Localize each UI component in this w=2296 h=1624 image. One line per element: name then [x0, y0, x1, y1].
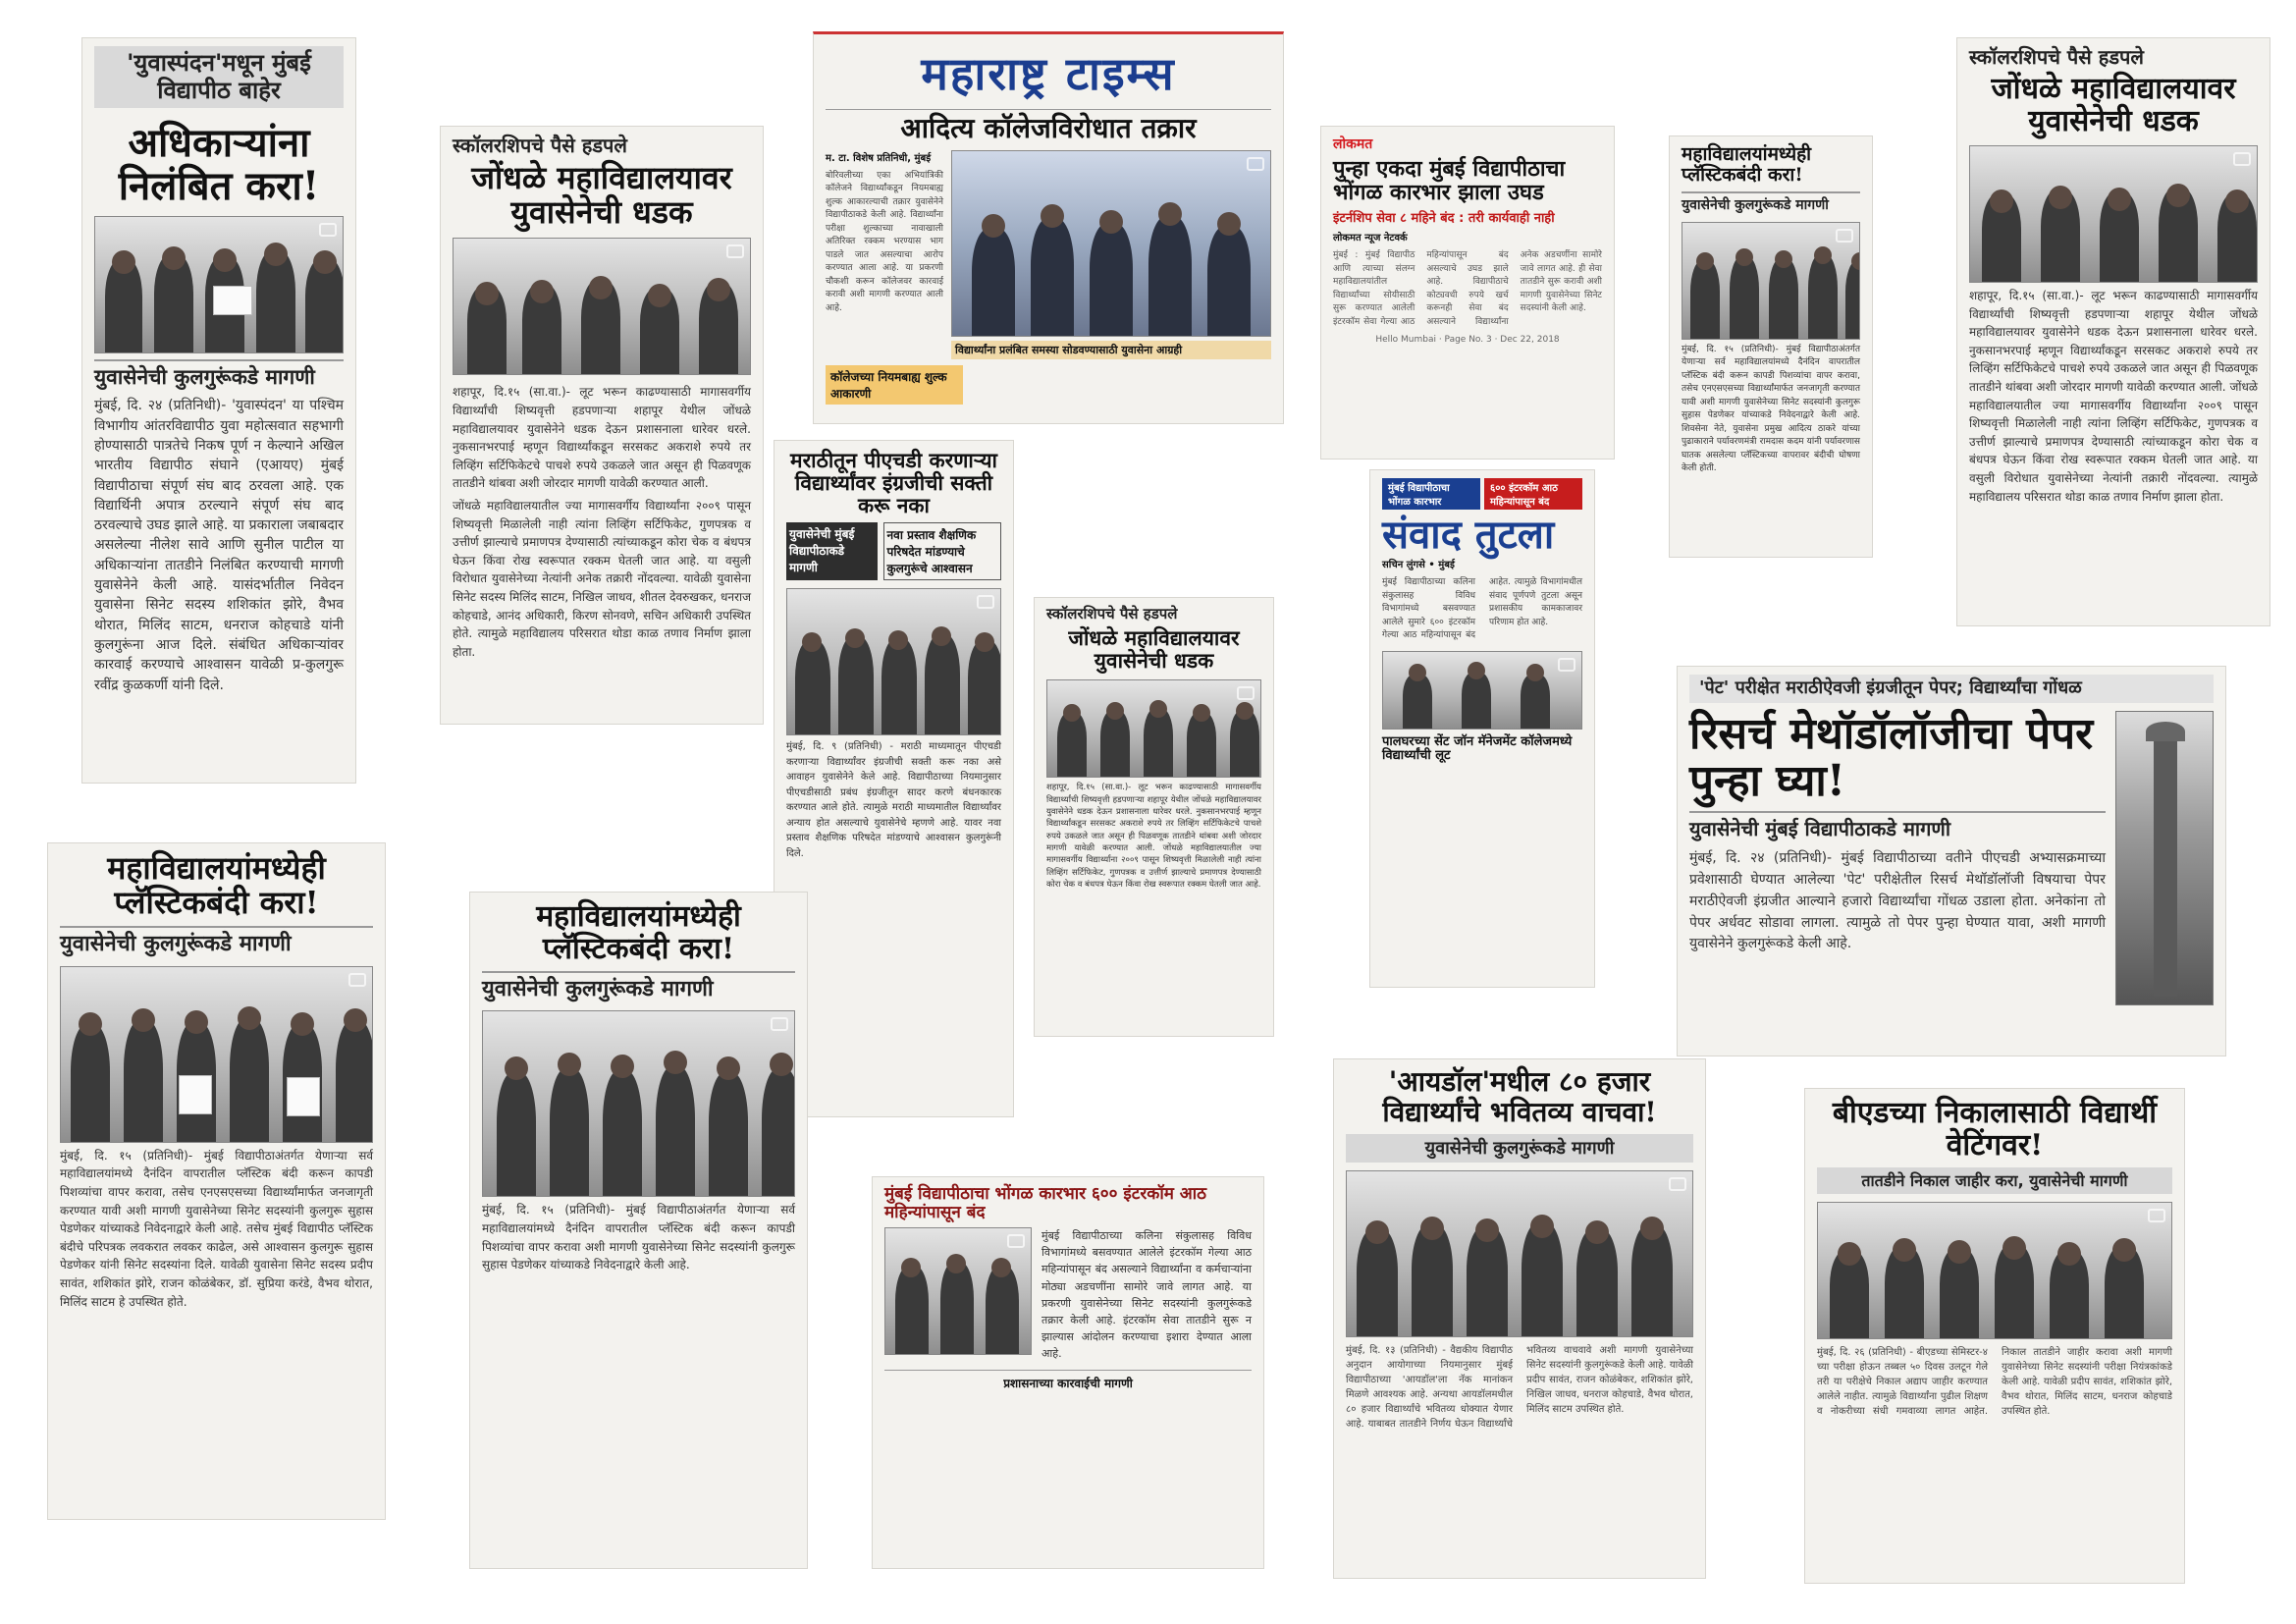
clipping-idol-students [1333, 1058, 1706, 1579]
clip-headline: जोंधळे महाविद्यालयावर युवासेनेची धडक [1991, 72, 2236, 138]
clip-body: शहापूर, दि.१५ (सा.वा.)- लूट भरून काढण्यासाठी मागासवर्गीय विद्यार्थ्यांची शिष्यवृत्ती हडपणाऱ्या शहापूर येथील जोंधळे महाविद्यालयावर युवासेनेने धडक देऊन प्रशासनाला धारेवर धरले. नुकसानभरपाई म्हणून विद्यार्थ्यांकडून सरसकट अकराशे रुपये तर लिव्हिंग सर्टिफिकेटचे पाचशे रुपये उकळले जात असून ही पिळवणूक तातडीने थांबवा अशी जोरदार मागणी यावेळी करण्यात आली. जोंधळे महाविद्यालयातील ज्या मागासवर्गीय विद्यार्थ्यांना २००९ पासून शिष्यवृत्ती मिळालेली नाही त्यांना लिव्हिंग सर्टिफिकेट, गुणपत्रक व उत्तीर्ण झाल्याचे प्रमाणपत्र देण्यासाठी त्यांच्याकडून कोरा चेक व बंधपत्र घेऊन किंवा रोख स्वरूपात रक्कम घेतली जात आहे. या वसुली विरोधात युवासेनेच्या नेत्यांनी तक्रारी नोंदवल्या. त्यामुळे महाविद्यालय परिसरात थोडा काळ तणाव निर्माण झाला होता. [1969, 289, 2258, 504]
clip-photo [60, 966, 373, 1143]
clipping-plastic-ban-1 [1669, 135, 1873, 558]
clip-body: मुंबई, दि. २४ (प्रतिनिधी)- 'युवास्पंदन' या पश्चिम विभागीय आंतरविद्यापीठ युवा महोत्सवात सहभागी होण्यासाठी पात्रतेचे निकष पूर्ण न केल्याने अखिल भारतीय विद्यापीठ संघाने (एआयए) मुंबई विद्यापीठाचा संपूर्ण संघ बाद ठरवला आहे. एक विद्यार्थिनी अपात्र ठरल्याने संपूर्ण संघ बाद ठरवल्याचे उघड झाले आहे. या प्रकाराला जबाबदार असलेल्या नीलेश सावे आणि सुनील पाटील या अधिकाऱ्यांना तातडीने निलंबित करण्याची मागणी युवासेनेने केली आहे. यासंदर्भातील निवेदन युवासेना सिनेट सदस्य शशिकांत झोरे, वैभव थोरात, मिलिंद साटम, धनराज कोहचाडे यांनी कुलगुरूंना आज दिले. संबंधित अधिकाऱ्यांवर कारवाई करण्याचे आश्वासन यावेळी प्र-कुलगुरू रवींद्र कुळकर्णी यांनी दिले. [94, 398, 344, 693]
clip-caption: विद्यार्थ्यांना प्रलंबित समस्या सोडवण्यासाठी युवासेना आग्रही [951, 341, 1271, 359]
newspaper-masthead: लोकमत [1333, 136, 1373, 152]
clip-byline: लोकमत न्यूज नेटवर्क [1333, 233, 1408, 244]
clip-headline: पुन्हा एकदा मुंबई विद्यापीठाचा भोंगळ कारभार झाला उघड [1333, 156, 1566, 206]
clip-lead: शहापूर, दि.१५ (सा.वा.)- लूट भरून काढण्यासाठी मागासवर्गीय विद्यार्थ्यांची शिष्यवृत्ती हडपणाऱ्या शहापूर येथील जोंधळे महाविद्यालयावर युवासेनेने धडक देऊन प्रशासनाला धारेवर धरले. नुकसानभरपाई म्हणून विद्यार्थ्यांकडून सरसकट अकराशे रुपये तर लिव्हिंग सर्टिफिकेटचे पाचशे रुपये उकळले जात असून ही पिळवणूक तातडीने थांबवा अशी जोरदार मागणी यावेळी करण्यात आली. [453, 385, 751, 491]
clip-kicker: स्कॉलरशिपचे पैसे हडपले [1046, 605, 1178, 623]
clip-body: मुंबई, दि. ९ (प्रतिनिधी) - मराठी माध्यमातून पीएचडी करणाऱ्या विद्यार्थ्यांवर इंग्रजीची सक्ती करू नका असे आवाहन युवासेनेने केले आहे. विद्यापीठाच्या नियमानुसार पीएचडीसाठी प्रबंध इंग्रजीतून सादर करणे बंधनकारक करण्यात आले होते. त्यामुळे मराठी माध्यमातील विद्यार्थ्यांवर अन्याय होत असल्याचे युवासेनेचे म्हणणे आहे. यावर नवा प्रस्ताव शैक्षणिक परिषदेत मांडण्याचे आश्वासन कुलगुरूंनी दिले. [786, 741, 1001, 859]
newspaper-masthead: महाराष्ट्र टाइम्स [921, 47, 1176, 100]
clip-headline: जोंधळे महाविद्यालयावर युवासेनेची धडक [471, 159, 732, 232]
clip-body: मुंबई, दि. २४ (प्रतिनिधी)- मुंबई विद्यापीठाच्या वतीने पीएचडी अभ्यासक्रमाच्या प्रवेशासाठी घेण्यात आलेल्या 'पेट' परीक्षेतील रिसर्च मेथॉडॉलॉजी विषयाचा पेपर मराठीऐवजी इंग्रजीत आल्याने हजारो विद्यार्थ्यांचा गोंधळ उडाला होता. अनेकांना तो पेपर अर्धवट सोडावा लागला. त्यामुळे तो पेपर पुन्हा घेण्यात यावा, अशी मागणी युवासेनेने कुलगुरूंकडे केली आहे. [1689, 850, 2106, 952]
clip-body: मुंबई, दि. १३ (प्रतिनिधी) - वैद्यकीय विद्यापीठ अनुदान आयोगाच्या नियमानुसार मुंबई विद्यापीठाच्या 'आयडॉल'ला नॅक मानांकन मिळणे आवश्यक आहे. अन्यथा आयडॉलमधील ८० हजार विद्यार्थ्यांचे भवितव्य धोक्यात येणार आहे. याबाबत तातडीने निर्णय घेऊन विद्यार्थ्यांचे भवितव्य वाचवावे अशी मागणी युवासेनेच्या सिनेट सदस्यांनी कुलगुरूंकडे केली आहे. यावेळी प्रदीप सावंत, राजन कोळंबेकर, शशिकांत झोरे, निखिल जाधव, धनराज कोहचाडे, वैभव थोरात, मिलिंद साटम उपस्थित होते. [1346, 1345, 1693, 1431]
clip-body: मुंबई, दि. १५ (प्रतिनिधी)- मुंबई विद्यापीठाअंतर्गत येणाऱ्या सर्व महाविद्यालयांमध्ये दैनंदिन वापरातील प्लॅस्टिक बंदी करून कापडी पिशव्यांचा वापर करावा, तसेच एनएसएसच्या विद्यार्थ्यांमार्फत जनजागृती करण्यात यावी अशी मागणी युवासेनेच्या सिनेट सदस्यांनी कुलगुरू सुहास पेडणेकर यांच्याकडे निवेदनाद्वारे केली आहे. शिवसेना नेते, युवासेना प्रमुख आदित्य ठाकरे यांच्या पुढाकाराने पर्यावरणमंत्री रामदास कदम यांनी पर्यावरणास घातक असलेल्या प्लॅस्टिकच्या वापरावर बंदीची घोषणा केली होती. [1682, 344, 1860, 474]
clip-footer: Hello Mumbai · Page No. 3 · Dec 22, 2018 [1375, 335, 1560, 346]
clip-subline: इंटर्नशिप सेवा ८ महिने बंद : तरी कार्यवाही नाही [1333, 211, 1555, 227]
clip-kicker: 'पेट' परीक्षेत मराठीऐवजी इंग्रजीतून पेपर; विद्यार्थ्यांचा गोंधळ [1689, 675, 2214, 703]
clip-headline: महाविद्यालयांमध्येही प्लॅस्टिकबंदी करा! [107, 849, 326, 922]
clipping-intercom-lokmat [1320, 126, 1615, 460]
clip-subhead: युवासेनेची कुलगुरूंकडे मागणी [1682, 191, 1860, 214]
camera-icon [2233, 152, 2251, 166]
clip-photo [482, 1010, 795, 1197]
clip-headline: मुंबई विद्यापीठाचा भोंगळ कारभार ६०० इंटरकॉम आठ महिन्यांपासून बंद [884, 1184, 1207, 1222]
clip-subhead: तातडीने निकाल जाहीर करा, युवासेनेची मागणी [1817, 1167, 2172, 1194]
clip-photo [884, 1227, 1032, 1355]
clip-body: मुंबई, दि. २६ (प्रतिनिधी) - बीएडच्या सेमिस्टर-४ च्या परीक्षा होऊन तब्बल ५० दिवस उलटून गेले तरी या परीक्षेचे निकाल अद्याप जाहीर करण्यात आलेले नाहीत. त्यामुळे विद्यार्थ्यांना पुढील शिक्षण व नोकरीच्या संधी गमवाव्या लागत आहेत. निकाल तातडीने जाहीर करावा अशी मागणी युवासेनेच्या सिनेट सदस्यांनी परीक्षा नियंत्रकांकडे केली आहे. यावेळी प्रदीप सावंत, शशिकांत झोरे, वैभव थोरात, मिलिंद साटम, धनराज कोहचाडे उपस्थित होते. [1817, 1347, 2172, 1418]
clip-sidebox: कॉलेजच्या नियमबाह्य शुल्क आकारणी [826, 365, 963, 405]
clip-body: जोंधळे महाविद्यालयातील ज्या मागासवर्गीय विद्यार्थ्यांना २००९ पासून शिष्यवृत्ती मिळालेली नाही त्यांना लिव्हिंग सर्टिफिकेट, गुणपत्रक व उत्तीर्ण झाल्याचे प्रमाणपत्र देण्यासाठी त्यांच्याकडून कोरा चेक व बंधपत्र घेऊन किंवा रोख स्वरूपात रक्कम घेतली जात आहे. या वसुली विरोधात युवासेनेच्या नेत्यांनी अनेक तक्रारी नोंदवल्या. यावेळी युवासेना सिनेट सदस्य मिलिंद साटम, निखिल जाधव, शीतल देवरुखकर, धनराज कोहचाडे, आनंद अधिकारी, किरण सोनवणे, सचिन अधिकारी उपस्थित होते. त्यामुळे महाविद्यालय परिसरात थोडा काळ तणाव निर्माण झाला होता. [453, 498, 751, 659]
clip-body: मुंबई, दि. १५ (प्रतिनिधी)- मुंबई विद्यापीठाअंतर्गत येणाऱ्या सर्व महाविद्यालयांमध्ये दैनंदिन वापरातील प्लॅस्टिक बंदी करून कापडी पिशव्यांचा वापर करावा, तसेच एनएसएसच्या विद्यार्थ्यांमार्फत जनजागृती करण्यात यावी अशी मागणी युवासेनेच्या सिनेट सदस्यांनी कुलगुरू सुहास पेडणेकर यांच्याकडे निवेदनाद्वारे केली आहे. तसेच मुंबई विद्यापीठ प्लॅस्टिक बंदीचे परिपत्रक लवकरात लवकर काढेल, असे आश्वासन कुलगुरू सुहास पेडणेकर यांनी सिनेट सदस्यांना दिले. यावेळी युवासेना सिनेट सदस्य प्रदीप सावंत, शशिकांत झोरे, राजन कोळंबेकर, डॉ. सुप्रिया करंडे, वैभव थोरात, मिलिंद साटम हे उपस्थित होते. [60, 1148, 373, 1309]
clip-tag-left: मुंबई विद्यापीठाचा भोंगळ कारभार [1382, 478, 1480, 510]
clip-headline: रिसर्च मेथॉडॉलॉजीचा पेपर पुन्हा घ्या! [1689, 708, 2094, 807]
clip-body: बोरिवलीच्या एका अभियांत्रिकी कॉलेजने विद्यार्थ्यांकडून नियमबाह्य शुल्क आकारल्याची तक्रार युवासेनेने विद्यापीठाकडे केली आहे. विद्यार्थ्यांना परीक्षा शुल्काच्या नावाखाली अतिरिक्त रक्कम भरण्यास भाग पाडले जात असल्याचा आरोप करण्यात आला आहे. या प्रकरणी चौकशी करून कॉलेजवर कारवाई करावी अशी मागणी करण्यात आली आहे. [826, 170, 943, 313]
clip-body: मुंबई विद्यापीठाच्या कलिना संकुलासह विविध विभागांमध्ये बसवण्यात आलेले सुमारे ६०० इंटरकॉम गेल्या आठ महिन्यांपासून बंद आहेत. त्यामुळे विभागांमधील संवाद पूर्णपणे तुटला असून प्रशासकीय कामकाजावर परिणाम होत आहे. [1382, 577, 1582, 640]
clip-photo [1346, 1170, 1693, 1337]
clip-byline: म. टा. विशेष प्रतिनिधी, मुंबई [826, 152, 932, 164]
clip-headline: 'आयडॉल'मधील ८० हजार विद्यार्थ्यांचे भवितव्य वाचवा! [1382, 1065, 1657, 1128]
clip-photo [1682, 222, 1860, 340]
camera-icon [1007, 1234, 1025, 1248]
clipping-jondhale-college-2 [1034, 597, 1274, 1037]
clipping-jondhale-college-1 [440, 126, 764, 725]
clip-byline: सचिन लुंगसे • मुंबई [1382, 560, 1455, 570]
clip-subhead: युवासेनेची कुलगुरूंकडे मागणी [482, 971, 795, 1002]
clip-photo [1046, 679, 1261, 778]
clipping-marathi-phd [774, 440, 1014, 1117]
clip-headline: आदित्य कॉलेजविरोधात तक्रार [826, 109, 1271, 144]
clipping-suspend-officials [81, 37, 356, 784]
clip-photo [453, 238, 751, 375]
camera-icon [1237, 686, 1255, 700]
clip-subheadline: प्रशासनाच्या कारवाईची मागणी [884, 1370, 1252, 1391]
camera-icon [1558, 658, 1575, 672]
clip-deck-left: युवासेनेची मुंबई विद्यापीठाकडे मागणी [786, 522, 878, 580]
camera-icon [319, 223, 337, 237]
clip-photo [951, 150, 1271, 337]
clipping-research-methodology [1677, 666, 2226, 1056]
clip-subhead: युवासेनेची कुलगुरूंकडे मागणी [1346, 1134, 1693, 1164]
clip-headline: अधिकाऱ्यांना निलंबित करा! [118, 120, 320, 210]
rajabai-tower-photo [2115, 711, 2214, 1005]
clip-tag-right: ६०० इंटरकॉम आठ महिन्यांपासून बंद [1484, 478, 1582, 510]
clip-kicker: 'युवास्पंदन'मधून मुंबई विद्यापीठ बाहेर [94, 46, 344, 108]
clipping-plastic-ban-3 [469, 892, 808, 1569]
camera-icon [771, 1017, 788, 1031]
clip-headline: मराठीतून पीएचडी करणाऱ्या विद्यार्थ्यांवर इंग्रजीची सक्ती करू नका [790, 448, 997, 518]
clip-kicker: स्कॉलरशिपचे पैसे हडपले [1969, 45, 2144, 69]
camera-icon [2148, 1209, 2165, 1222]
clip-body: शहापूर, दि.१५ (सा.वा.)- लूट भरून काढण्यासाठी मागासवर्गीय विद्यार्थ्यांची शिष्यवृत्ती हडपणाऱ्या शहापूर येथील जोंधळे महाविद्यालयावर युवासेनेने धडक देऊन प्रशासनाला धारेवर धरले. नुकसानभरपाई म्हणून विद्यार्थ्यांकडून सरसकट अकराशे रुपये तर लिव्हिंग सर्टिफिकेटचे पाचशे रुपये उकळले जात असून ही पिळवणूक तातडीने थांबवा अशी जोरदार मागणी यावेळी करण्यात आली. जोंधळे महाविद्यालयातील ज्या मागासवर्गीय विद्यार्थ्यांना २००९ पासून शिष्यवृत्ती मिळालेली नाही त्यांना लिव्हिंग सर्टिफिकेट, गुणपत्रक व उत्तीर्ण झाल्याचे प्रमाणपत्र देण्यासाठी कोरा चेक व बंधपत्र घेऊन किंवा रोख स्वरूपात रक्कम घेतली जात आहे. [1046, 783, 1261, 890]
camera-icon [1669, 1177, 1686, 1191]
clip-kicker: स्कॉलरशिपचे पैसे हडपले [453, 134, 627, 157]
clip-subheadline: पालघरच्या सेंट जॉन मॅनेजमेंट कॉलेजमध्ये विद्यार्थ्यांची लूट [1382, 733, 1573, 763]
clip-photo [1382, 651, 1582, 730]
clip-subhead: युवासेनेची कुलगुरूंकडे मागणी [94, 359, 344, 390]
clip-subhead: युवासेनेची कुलगुरूंकडे मागणी [60, 926, 373, 957]
clipping-bed-results [1804, 1088, 2185, 1584]
clipping-jondhale-college-3 [1956, 37, 2270, 626]
clip-headline: महाविद्यालयांमध्येही प्लॅस्टिकबंदी करा! [1682, 143, 1812, 186]
camera-icon [977, 595, 994, 609]
clip-deck-right: नवा प्रस्ताव शैक्षणिक परिषदेत मांडण्याचे कुलगुरूंचे आश्वासन [883, 522, 1001, 580]
clip-body: मुंबई : मुंबई विद्यापीठ आणि त्याच्या संलग्न महाविद्यालयांतील विद्यार्थ्यांच्या सोयीसाठी सुरू करण्यात आलेली इंटरकॉम सेवा गेल्या आठ महिन्यांपासून बंद असल्याचे उघड झाले आहे. विद्यापीठाचे कोट्यवधी रुपये खर्च करूनही सेवा बंद असल्याने विद्यार्थ्यांना अनेक अडचणींना सामोरे जावे लागत आहे. ही सेवा तातडीने सुरू करावी अशी मागणी युवासेनेच्या सिनेट सदस्यांनी केली आहे. [1333, 250, 1602, 327]
clipping-aditya-college-complaint [813, 31, 1284, 424]
clip-photo [786, 588, 1001, 735]
clipping-samvad-tutla [1369, 469, 1595, 988]
camera-icon [726, 244, 744, 258]
clip-body: मुंबई, दि. १५ (प्रतिनिधी)- मुंबई विद्यापीठाअंतर्गत येणाऱ्या सर्व महाविद्यालयांमध्ये दैनंदिन वापरातील प्लॅस्टिक बंदी करून कापडी पिशव्यांचा वापर करावा अशी मागणी युवासेनेच्या सिनेट सदस्यांनी कुलगुरू सुहास पेडणेकर यांच्याकडे निवेदनाद्वारे केली आहे. [482, 1203, 795, 1272]
clip-subhead: युवासेनेची मुंबई विद्यापीठाकडे मागणी [1689, 811, 2106, 840]
camera-icon [1836, 229, 1853, 243]
clip-headline: महाविद्यालयांमध्येही प्लॅस्टिकबंदी करा! [536, 899, 741, 966]
clip-headline: बीएडच्या निकालासाठी विद्यार्थी वेटिंगवर! [1832, 1096, 2158, 1163]
clip-headline: जोंधळे महाविद्यालयावर युवासेनेची धडक [1068, 625, 1240, 674]
clipping-plastic-ban-2 [47, 842, 386, 1520]
clip-headline: संवाद तुटला [1382, 512, 1555, 558]
camera-icon [348, 973, 366, 987]
clip-photo [1969, 145, 2258, 283]
clipping-intercom-closed [872, 1176, 1264, 1569]
clip-photo [1817, 1202, 2172, 1339]
camera-icon [1247, 157, 1264, 171]
clip-body: मुंबई विद्यापीठाच्या कलिना संकुलासह विविध विभागांमध्ये बसवण्यात आलेले इंटरकॉम गेल्या आठ महिन्यांपासून बंद असल्याने विद्यार्थ्यांना व कर्मचाऱ्यांना मोठ्या अडचणींना सामोरे जावे लागत आहे. या प्रकरणी युवासेनेच्या सिनेट सदस्यांनी कुलगुरूंकडे तक्रार केली आहे. इंटरकॉम सेवा तातडीने सुरू न झाल्यास आंदोलन करण्याचा इशारा देण्यात आला आहे. [1041, 1229, 1252, 1360]
clip-photo [94, 216, 344, 353]
